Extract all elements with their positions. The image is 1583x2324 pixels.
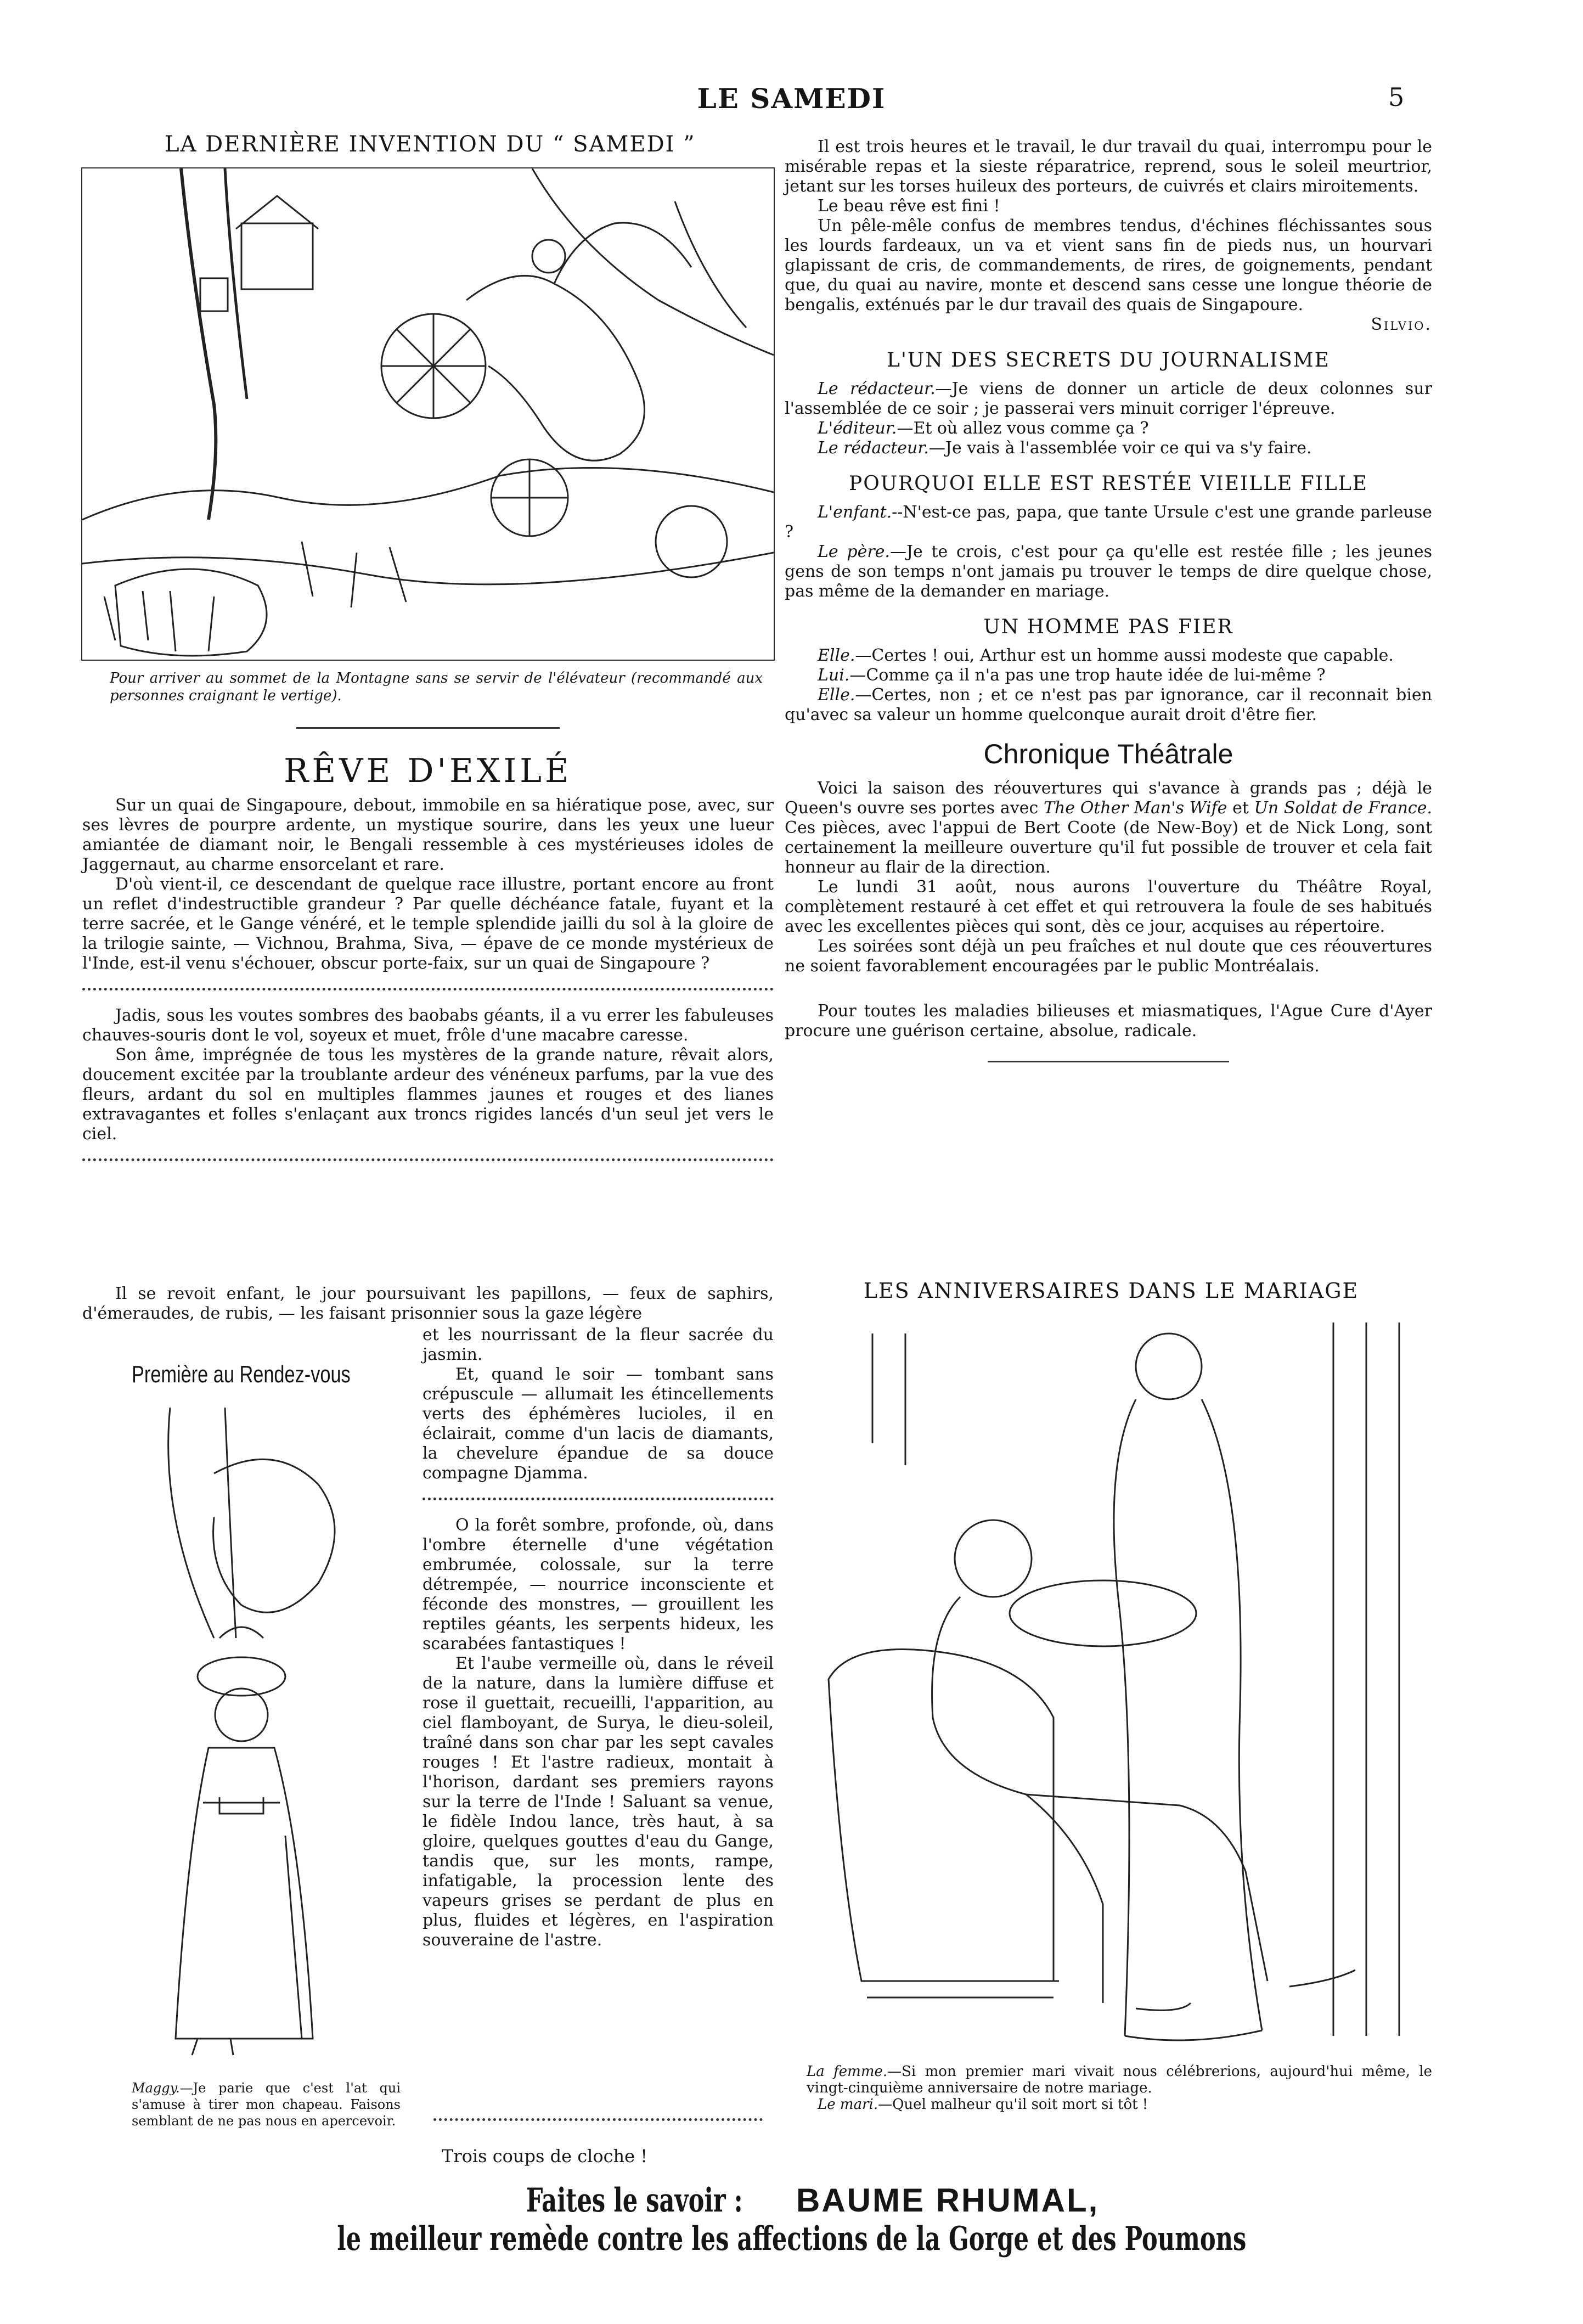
advert-tagline: le meilleur remède contre les affections de la Gorge et des Poumons <box>336 2220 1247 2258</box>
dotted-separator <box>82 988 774 991</box>
chronique-paragraph: Le lundi 31 août, nous aurons l'ouverture du Théâtre Royal, complètement restauré à cet effet et qui retrouvera la foule de ses habitués avec les excellentes pièces qui sont, dès ce jour, acquises au répertoire. <box>785 877 1432 936</box>
dotted-separator <box>422 1498 774 1500</box>
reve-paragraph: Et, quand le soir — tombant sans crépuscule — allumait les étincellements verts des éphémères lucioles, il en éclairait, comme d'un lacis de diamants, la chevelure épandue de sa douce compagne Djamma. <box>422 1365 774 1483</box>
line-text: —Et où allez vous comme ça ? <box>897 419 1149 438</box>
vieille-fille-title: POURQUOI ELLE EST RESTÉE VIEILLE FILLE <box>848 472 1368 495</box>
anniversaires-title: LES ANNIVERSAIRES DANS LE MARIAGE <box>863 1279 1359 1303</box>
play-title: Un Soldat de France. <box>1254 798 1432 818</box>
premiere-drawing <box>137 1408 368 2061</box>
dialogue-line <box>785 419 1432 438</box>
dialogue-line <box>785 685 1432 725</box>
play-title: The Other Man's Wife <box>1043 798 1227 818</box>
line-text: —Je vais à l'assemblée voir ce qui va s'y faire. <box>928 438 1312 458</box>
couple-illustration <box>796 1323 1427 2052</box>
cartoon-drawing <box>82 168 774 660</box>
section-divider <box>988 1061 1229 1062</box>
couple-drawing <box>796 1323 1427 2052</box>
secrets-title: L'UN DES SECRETS DU JOURNALISME <box>887 349 1330 372</box>
line-text: —Quel malheur qu'il soit mort si tôt ! <box>878 2096 1148 2113</box>
chronique-text: Voici la saison des réouvertures qui s'avance à grands pas ; déjà le Queen's ouvre ses portes avec <box>785 779 1432 818</box>
premiere-caption <box>132 2080 401 2129</box>
baume-rhumal-advert <box>0 2181 1583 2258</box>
reve-exile-narrow-column <box>422 1325 774 1950</box>
line-text: —Je viens de donner un article de deux colonnes sur l'assemblée de ce soir ; je passerai vers minuit corriger l'épreuve. <box>785 379 1432 418</box>
advert-brand: BAUME RHUMAL, <box>796 2182 1100 2219</box>
singapour-paragraph: Le beau rêve est fini ! <box>818 196 1000 216</box>
line-text: —Comme ça il n'a pas une trop haute idée de lui-même ? <box>849 666 1326 685</box>
chronique-title: Chronique Théâtrale <box>983 739 1233 769</box>
reve-paragraph: Son âme, imprégnée de tous les mystères de la grande nature, rêvait alors, doucement excitée par la troublante ardeur des vénéneux parfums, par la vue des fleurs, ardant du sol en multiples flammes jaunes et rouges et des lianes extravagantes et folles s'enlaçant aux troncs rigides lancés d'un seul jet vers le ciel. <box>82 1045 774 1144</box>
masthead: LE SAMEDI <box>697 82 886 115</box>
speaker: Elle. <box>818 646 855 665</box>
caption-line <box>807 2063 1432 2096</box>
dialogue-line <box>785 503 1432 542</box>
ague-cure-notice: Pour toutes les maladies bilieuses et miasmatiques, l'Ague Cure d'Ayer procure une guérison certaine, absolue, radicale. <box>785 1001 1432 1040</box>
cycling-cartoon-illustration <box>81 167 775 661</box>
dotted-separator <box>82 1158 774 1161</box>
caption-speaker: Maggy. <box>132 2080 180 2096</box>
advert-prefix: Faites le savoir : <box>526 2181 743 2220</box>
line-text: --N'est-ce pas, papa, que tante Ursule c'est une grande parleuse ? <box>785 503 1432 542</box>
reve-closing: Trois coups de cloche ! <box>442 2146 648 2167</box>
dialogue-line <box>785 666 1432 685</box>
speaker: Le père. <box>818 542 890 561</box>
woman-under-tree-illustration <box>137 1408 368 2061</box>
speaker: Le rédacteur. <box>818 379 936 398</box>
reve-paragraph: O la forêt sombre, profonde, où, dans l'ombre éternelle d'une végétation embrumée, colossale, sur la terre détrempée, — nourrice inconsciente et féconde des monstres, — grouillent les reptiles géants, les serpents hideux, les scarabées fantastiques ! <box>422 1516 774 1653</box>
reve-paragraph: et les nourrissant de la fleur sacrée du jasmin. <box>422 1325 774 1364</box>
invention-title: LA DERNIÈRE INVENTION DU “ SAMEDI ” <box>165 132 696 157</box>
chronique-paragraph <box>785 779 1432 877</box>
chronique-text: Ces pièces, avec l'appui de Bert Coote (de New-Boy) et de Nick Long, sont certainement la meilleure ouverture qu'il fut possible de trouver et cela fait honneur au flair de la direction. <box>785 818 1432 877</box>
invention-caption: Pour arriver au sommet de la Montagne sans se servir de l'élévateur (recommandé aux personnes craignant le vertige). <box>110 670 763 704</box>
speaker: L'éditeur. <box>818 419 897 438</box>
reve-paragraph: Et l'aube vermeille où, dans le réveil de la nature, dans la lumière diffuse et rose il guettait, recueilli, l'apparition, au ciel flamboyant, de Surya, le dieu-soleil, traîné dans son char par les sept cavales rouges ! Et l'astre radieux, montait à l'horison, dardant ses premiers rayons sur la terre de l'Inde ! Saluant sa venue, le fidèle Indou lance, très haut, à sa gloire, quelques gouttes d'eau du Gange, tandis que, sur les monts, rampe, infatigable, la procession lente des vapeurs grises se perdant de plus en plus, fluides et légères, en l'aspiration souveraine de l'astre. <box>422 1654 774 1950</box>
dotted-separator <box>433 2118 763 2121</box>
reve-paragraph: Sur un quai de Singapoure, debout, immobile en sa hiératique pose, avec, sur ses lèvres de pourpre ardente, un mystique sourire, dans les yeux une lueur amiantée de diamant noir, le Bengali ressemble à ces mystérieuses idoles de Jaggernaut, au charme ensorcelant et rare. <box>82 796 774 874</box>
chronique-text: et <box>1227 798 1254 818</box>
caption-text: —Je parie que c'est l'at qui s'amuse à tirer mon chapeau. Faisons semblant de ne pas nous en apercevoir. <box>132 2080 401 2129</box>
line-text: —Certes, non ; et ce n'est pas par ignorance, car il reconnait bien qu'avec sa valeur un homme quelconque aurait droit d'être fier. <box>785 685 1432 724</box>
caption-line <box>807 2096 1432 2113</box>
chronique-paragraph: Les soirées sont déjà un peu fraîches et nul doute que ces réouvertures ne soient favorablement encouragées par le public Montréalais. <box>785 937 1432 976</box>
homme-pas-fier-title: UN HOMME PAS FIER <box>983 616 1233 638</box>
dialogue-line <box>785 438 1432 458</box>
singapour-paragraph: Un pêle-mêle confus de membres tendus, d'échines fléchissantes sous les lourds fardeaux, un va et vient sans fin de pieds nus, un hourvari glapissant de cris, de commandements, de rires, de goignements, pendant que, du quai au navire, monte et descend sans cesse une longue théorie de bengalis, exténués par le dur travail des quais de Singapoure. <box>785 216 1432 314</box>
dialogue-line <box>785 646 1432 666</box>
premiere-title: Première au Rendez-vous <box>132 1361 351 1388</box>
line-text: —Si mon premier mari vivait nous célébrerions, aujourd'hui même, le vingt-cinquième anniversaire de notre mariage. <box>807 2063 1432 2096</box>
line-text: —Certes ! oui, Arthur est un homme aussi modeste que capable. <box>855 646 1394 665</box>
speaker: Elle. <box>818 685 855 705</box>
reve-exile-title: RÊVE D'EXILÉ <box>284 752 572 790</box>
section-divider <box>296 727 560 729</box>
anniversaires-caption <box>807 2063 1432 2113</box>
speaker: L'enfant. <box>818 503 892 522</box>
singapour-paragraph: Il est trois heures et le travail, le dur travail du quai, interrompu pour le misérable repas et la sieste réparatrice, reprend, sous le soleil meurtrior, jetant sur les torses huileux des porteurs, de cuivrés et clairs miroitements. <box>785 137 1432 196</box>
reve-paragraph: Jadis, sous les voutes sombres des baobabs géants, il a vu errer les fabuleuses chauves-souris dont le vol, soyeux et muet, frôle d'une macabre caresse. <box>82 1006 774 1045</box>
reve-exile-column <box>82 796 774 1177</box>
reve-paragraph: D'où vient-il, ce descendant de quelque race illustre, portant encore au front un reflet d'indestructible grandeur ? Par quelle déchéance fatale, fuyant et la terre sacrée, et le Gange vénéré, et le temple splendide jailli du sol à la gloire de la trilogie sainte, — Vichnou, Brahma, Siva, — épave de ce monde mystérieux de l'Inde, est-il venu s'échouer, obscur porte-faix, sur un quai de Singapoure ? <box>82 875 774 973</box>
speaker: La femme. <box>807 2063 888 2080</box>
signature: Silvio. <box>1371 315 1432 334</box>
dialogue-line <box>785 542 1432 601</box>
dialogue-line <box>785 379 1432 419</box>
speaker: Le rédacteur. <box>818 438 929 458</box>
line-text: —Je te crois, c'est pour ça qu'elle est restée fille ; les jeunes gens de son temps n'ont jamais pu trouver le temps de dire quelque chose, pas même de la demander en mariage. <box>785 542 1432 601</box>
reve-exile-continued <box>82 1284 774 1324</box>
reve-paragraph: Il se revoit enfant, le jour poursuivant les papillons, — feux de saphirs, d'émeraudes, de rubis, — les faisant prisonnier sous la gaze légère <box>82 1284 774 1323</box>
speaker: Le mari. <box>818 2096 878 2113</box>
page-number: 5 <box>1388 82 1405 112</box>
speaker: Lui. <box>818 666 850 685</box>
right-column <box>785 137 1432 1062</box>
